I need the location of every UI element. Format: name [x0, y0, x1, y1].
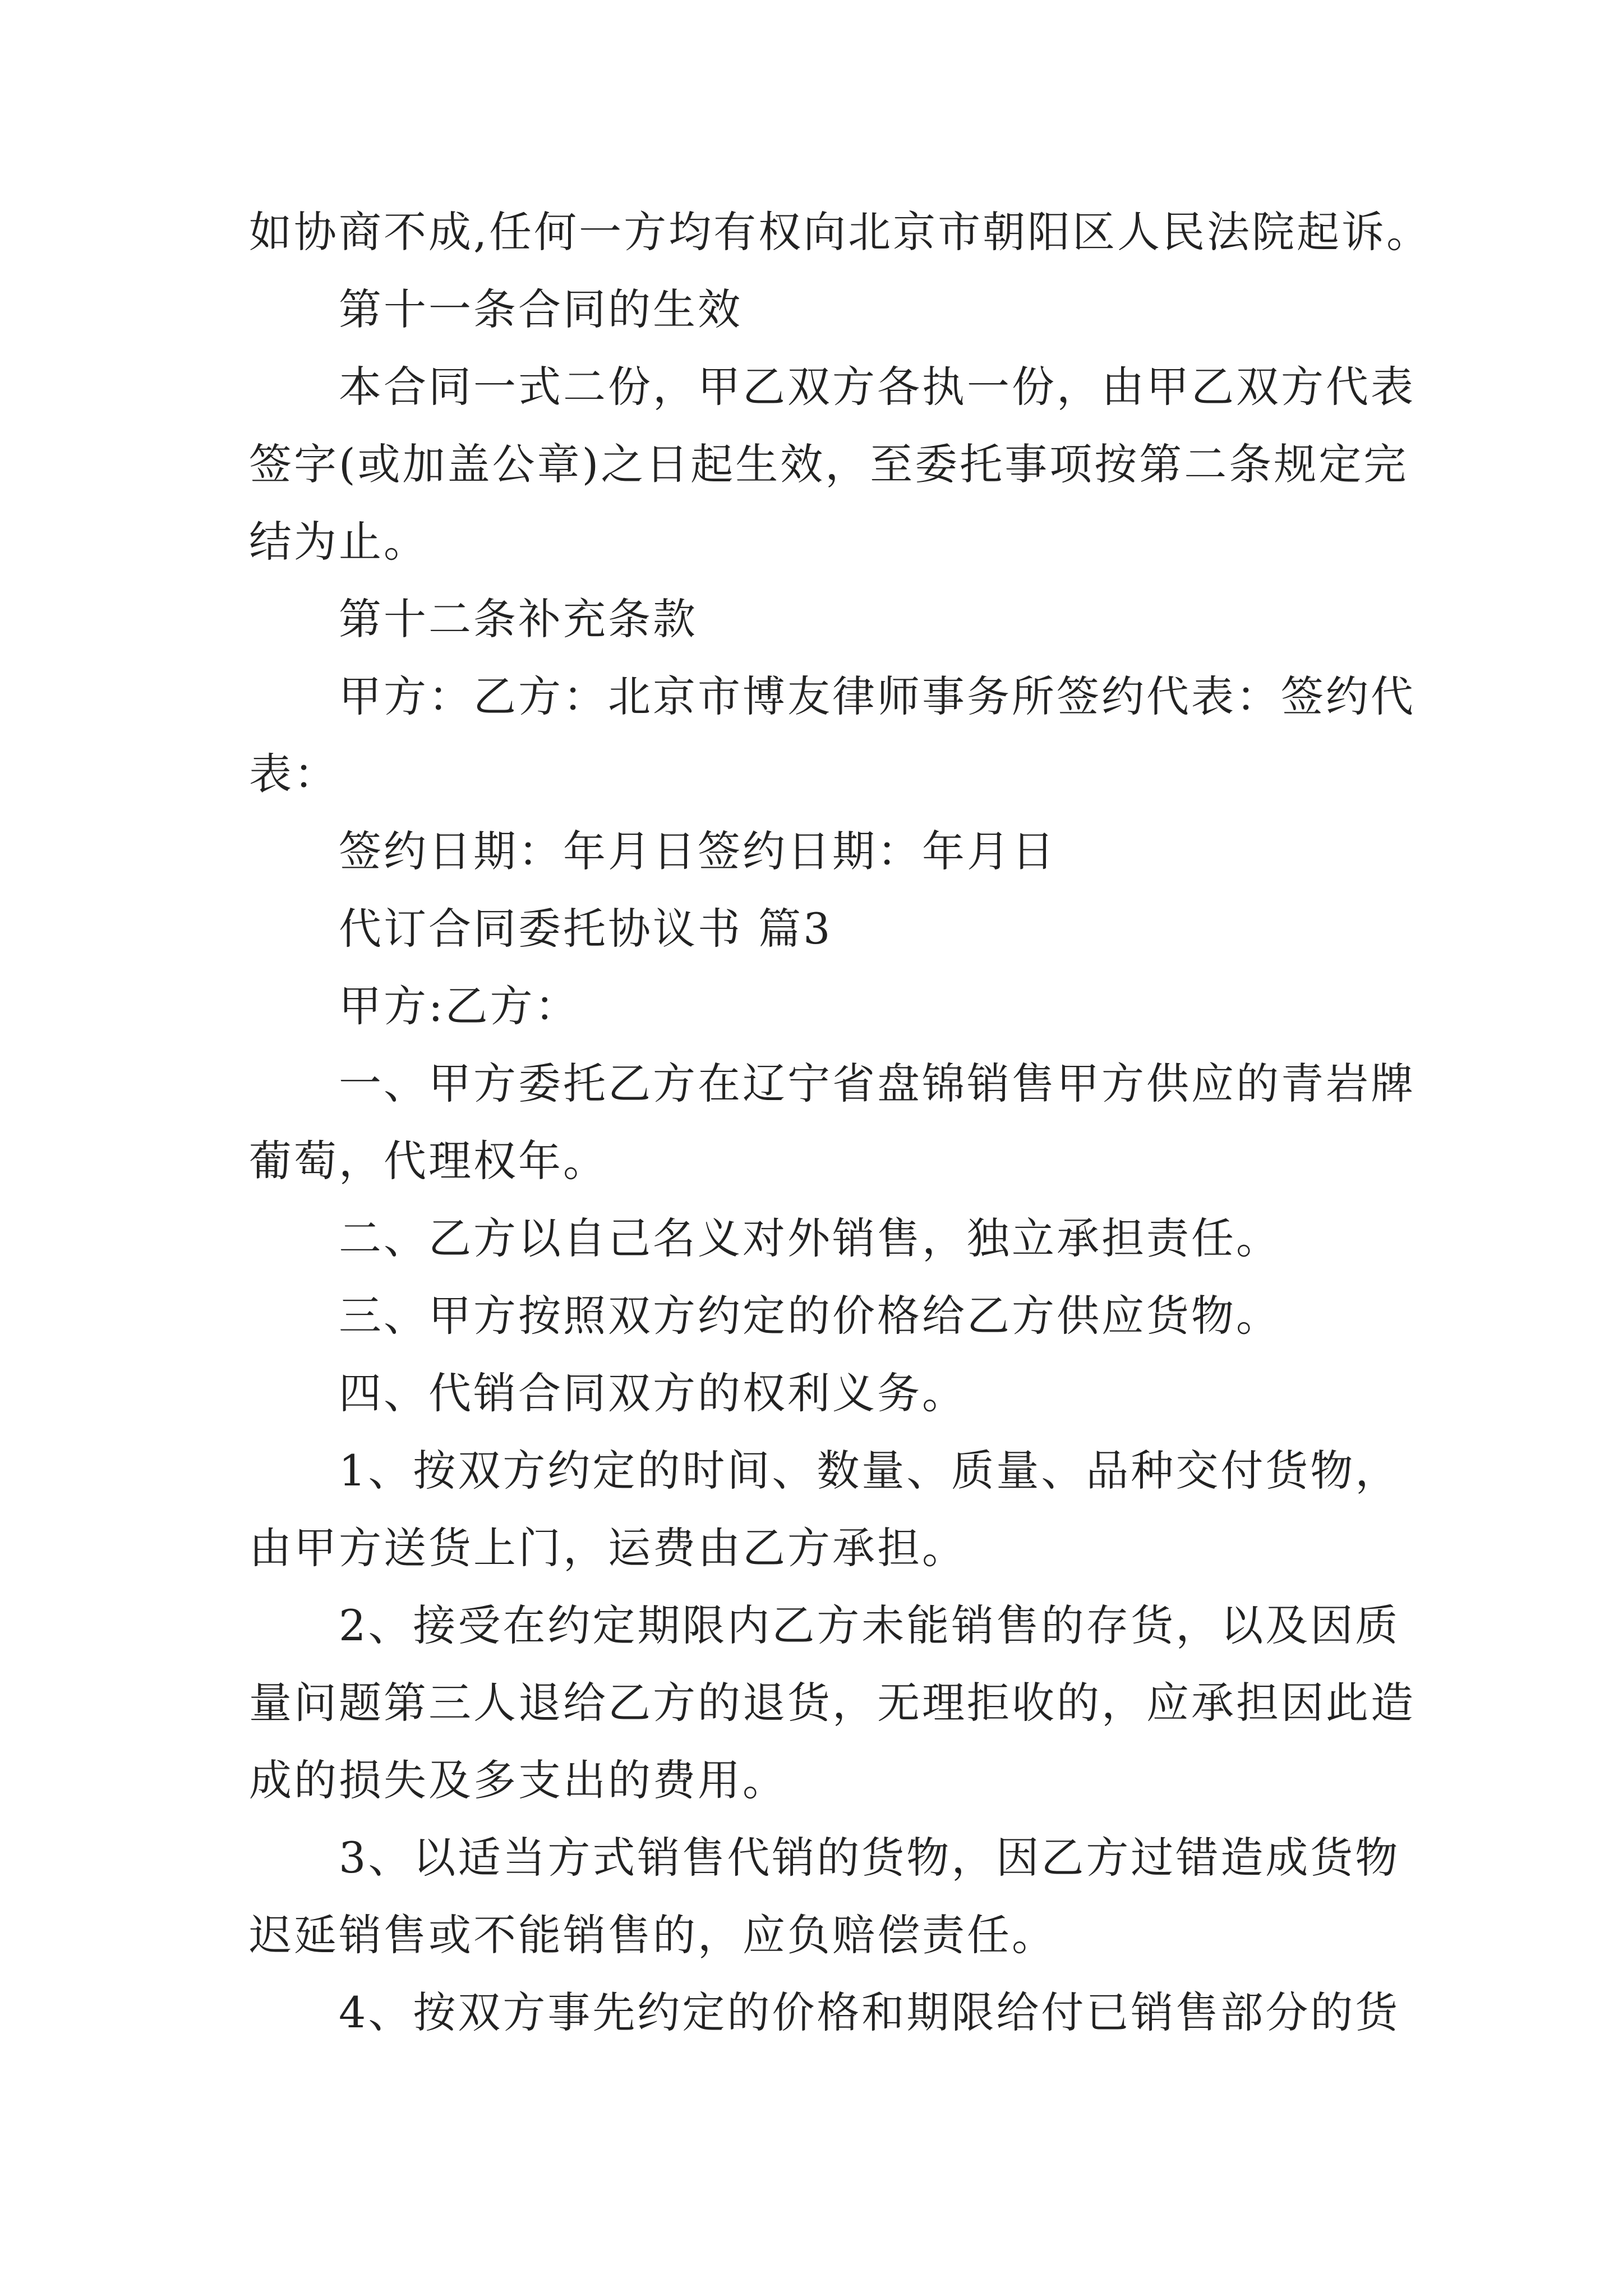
text-line: 1、按双方约定的时间、数量、质量、品种交付货物， [339, 1446, 1400, 1496]
text-line: 四、代销合同双方的权利义务。 [339, 1368, 967, 1418]
text-line: 量问题第三人退给乙方的退货，无理拒收的，应承担因此造 [249, 1678, 1415, 1728]
text-line: 由甲方送货上门，运费由乙方承担。 [249, 1523, 967, 1573]
document-title: 代订合同委托协议书 篇3 [339, 904, 833, 954]
text-line: 3、以适当方式销售代销的货物，因乙方过错造成货物 [339, 1833, 1400, 1883]
text-line: 4、按双方事先约定的价格和期限给付已销售部分的货 [339, 1987, 1400, 2037]
text-line: 一、甲方委托乙方在辽宁省盘锦销售甲方供应的青岩牌 [339, 1059, 1415, 1108]
text-line: 成的损失及多支出的费用。 [249, 1755, 787, 1805]
text-line: 如协商不成,任何一方均有权向北京市朝阳区人民法院起诉。 [249, 207, 1432, 257]
parties-line: 甲方:乙方： [339, 981, 580, 1031]
text-line: 结为止。 [249, 517, 428, 567]
text-line: 签字(或加盖公章)之日起生效，至委托事项按第二条规定完 [249, 439, 1409, 489]
text-line: 二、乙方以自己名义对外销售，独立承担责任。 [339, 1213, 1281, 1263]
document-body [249, 194, 1432, 2051]
section-heading-11: 第十一条合同的生效 [339, 284, 743, 334]
text-line: 2、接受在约定期限内乙方未能销售的存货，以及因质 [339, 1600, 1400, 1650]
text-line: 迟延销售或不能销售的，应负赔偿责任。 [249, 1910, 1057, 1960]
text-line: 三、甲方按照双方约定的价格给乙方供应货物。 [339, 1291, 1281, 1341]
text-line: 本合同一式二份，甲乙双方各执一份，由甲乙双方代表 [339, 362, 1415, 412]
signing-date-line: 签约日期：年月日签约日期：年月日 [339, 826, 1057, 876]
section-heading-12: 第十二条补充条款 [339, 594, 698, 644]
text-line: 甲方：乙方：北京市博友律师事务所签约代表：签约代 [339, 671, 1415, 721]
text-line: 葡萄，代理权年。 [249, 1136, 608, 1186]
text-line: 表： [249, 749, 339, 799]
